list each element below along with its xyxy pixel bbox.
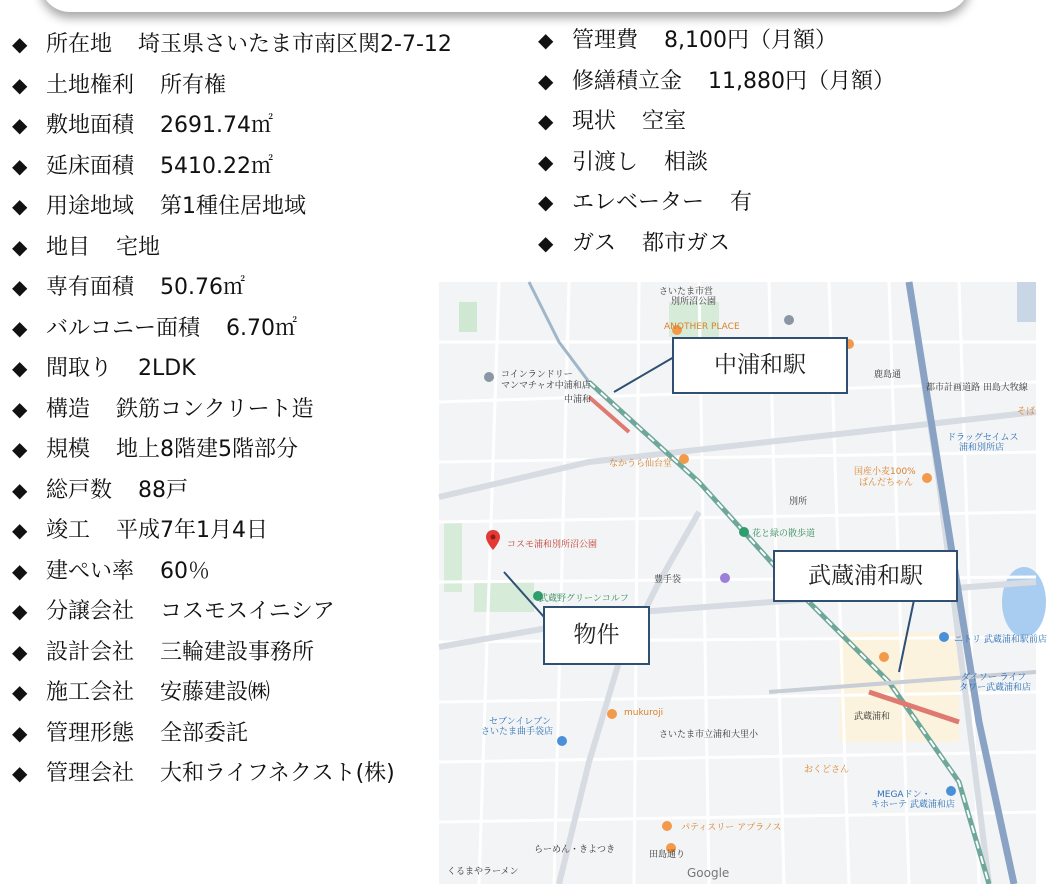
diamond-bullet-icon: ◆: [12, 153, 28, 178]
detail-row: [12, 110, 273, 140]
map-label: 浦和別所店: [959, 443, 1005, 453]
diamond-bullet-icon: ◆: [12, 437, 28, 461]
detail-row: [538, 147, 708, 177]
callout-naka-urawa-station: 中浦和駅: [672, 337, 848, 394]
map-label: 田島通り: [649, 850, 686, 860]
map-label: ANOTHER PLACE: [664, 322, 740, 332]
map-label: キホーテ 武蔵浦和店: [871, 800, 955, 810]
map-label: 都市計画道路 田島大牧線: [926, 383, 1028, 393]
detail-row: [538, 25, 837, 55]
diamond-bullet-icon: ◆: [12, 396, 28, 421]
detail-row: [12, 758, 395, 788]
detail-value: 60％: [160, 558, 211, 584]
detail-row: [12, 475, 188, 505]
diamond-bullet-icon: ◆: [538, 230, 554, 255]
detail-value: 安藤建設㈱: [160, 680, 271, 705]
detail-value: 2691.74㎡: [160, 113, 273, 138]
detail-label: 管理費: [572, 28, 639, 53]
detail-label: 所在地: [46, 32, 113, 57]
diamond-bullet-icon: ◆: [538, 28, 554, 52]
detail-label: 建ぺい率: [46, 558, 135, 584]
diamond-bullet-icon: ◆: [538, 149, 554, 174]
diamond-bullet-icon: ◆: [12, 599, 28, 623]
map-label: 別所沼公園: [671, 297, 717, 307]
detail-row: [538, 66, 895, 96]
detail-value: 空室: [642, 109, 687, 134]
detail-label: 管理形態: [46, 720, 135, 746]
map-label: 国産小麦100%: [854, 467, 916, 477]
detail-label: ガス: [572, 230, 617, 256]
map-label: くるまやラーメン: [447, 867, 519, 877]
detail-value: 88戸: [138, 477, 189, 503]
detail-label: 構造: [46, 396, 91, 422]
detail-label: 施工会社: [46, 680, 135, 705]
detail-row: [12, 232, 160, 262]
detail-value: 所有権: [160, 72, 227, 98]
top-banner-edge: [40, 0, 970, 12]
detail-value: 地上8階建5階部分: [116, 437, 299, 462]
map-label: タワー武蔵浦和店: [959, 683, 1032, 693]
detail-label: 土地権利: [46, 72, 135, 98]
map-label: さいたま市営: [659, 287, 714, 297]
google-logo: Google: [687, 866, 730, 880]
detail-row: [538, 228, 730, 258]
diamond-bullet-icon: ◆: [12, 275, 28, 299]
map-label: コスモ浦和別所沼公園: [507, 540, 598, 550]
detail-value: 平成7年1月4日: [116, 518, 269, 543]
map-label: 武蔵浦和: [854, 712, 891, 722]
detail-label: 総戸数: [46, 477, 113, 503]
diamond-bullet-icon: ◆: [12, 558, 28, 583]
map-label: さいたま曲手袋店: [481, 727, 554, 737]
detail-value: 50.76㎡: [160, 275, 245, 300]
detail-row: [12, 151, 273, 181]
detail-row: [12, 313, 297, 343]
detail-label: 専有面積: [46, 275, 135, 300]
detail-row: [12, 677, 270, 707]
map-label: ぱんだちゃん: [859, 478, 914, 488]
detail-row: [538, 106, 686, 136]
map-label: そば: [1017, 407, 1036, 417]
detail-label: 現状: [572, 109, 617, 134]
map-label: ドラッグセイムス: [947, 433, 1019, 443]
map-label: 別所: [789, 497, 808, 507]
diamond-bullet-icon: ◆: [12, 32, 28, 56]
map-label: 花と緑の散歩道: [752, 529, 816, 539]
detail-value: 大和ライフネクスト(株): [160, 761, 395, 786]
detail-label: 修繕積立金: [572, 68, 683, 94]
detail-value: 宅地: [116, 234, 161, 260]
diamond-bullet-icon: ◆: [12, 680, 28, 704]
detail-row: [12, 353, 196, 383]
map-label: mukuroji: [624, 708, 664, 718]
detail-label: 敷地面積: [46, 113, 135, 138]
detail-label: 地目: [46, 234, 91, 260]
detail-row: [12, 191, 306, 221]
detail-value: 6.70㎡: [226, 315, 298, 341]
map-label: ニトリ 武蔵浦和駅前店: [954, 635, 1047, 645]
detail-value: 三輪建設事務所: [160, 639, 315, 665]
detail-label: 分譲会社: [46, 599, 135, 624]
diamond-bullet-icon: ◆: [12, 639, 28, 664]
diamond-bullet-icon: ◆: [538, 109, 554, 133]
detail-value: 有: [730, 190, 753, 215]
detail-value: コスモスイニシア: [160, 599, 335, 624]
diamond-bullet-icon: ◆: [12, 518, 28, 542]
detail-label: 引渡し: [572, 149, 639, 175]
diamond-bullet-icon: ◆: [12, 761, 28, 785]
detail-value: 全部委託: [160, 720, 249, 746]
detail-row: [12, 394, 314, 424]
map-label: セブンイレブン: [489, 717, 551, 727]
detail-label: 管理会社: [46, 761, 135, 786]
map-label: パティスリー アプラノス: [681, 823, 782, 833]
map-label: なかうら仙台堂: [609, 459, 673, 469]
detail-value: 第1種住居地域: [160, 194, 307, 219]
detail-row: [12, 272, 245, 302]
diamond-bullet-icon: ◆: [538, 68, 554, 93]
detail-row: [12, 434, 298, 464]
map-label: おくどさん: [804, 765, 850, 775]
map-label: ダイソー ライフ: [961, 673, 1027, 683]
detail-value: 11,880円（月額）: [708, 68, 895, 94]
map-label: 豊手袋: [654, 575, 682, 585]
diamond-bullet-icon: ◆: [12, 356, 28, 380]
detail-label: 間取り: [46, 356, 113, 381]
map-label: MEGAドン・: [877, 790, 931, 800]
diamond-bullet-icon: ◆: [12, 113, 28, 137]
callout-musashi-urawa-station: 武蔵浦和駅: [773, 550, 958, 602]
map-label: 中浦和: [564, 395, 592, 405]
detail-label: バルコニー面積: [46, 315, 201, 341]
callout-property: 物件: [543, 606, 650, 665]
detail-value: 埼玉県さいたま市南区関2-7-12: [138, 32, 452, 57]
location-pin-icon[interactable]: [486, 530, 500, 550]
detail-row: [12, 637, 314, 667]
diamond-bullet-icon: ◆: [12, 234, 28, 259]
detail-value: 相談: [664, 149, 709, 175]
detail-value: 8,100円（月額）: [664, 28, 837, 53]
map-label: 武蔵野グリーンコルフ: [539, 594, 629, 604]
detail-label: 竣工: [46, 518, 91, 543]
diamond-bullet-icon: ◆: [12, 720, 28, 745]
detail-row: [12, 596, 335, 626]
detail-row: [12, 70, 226, 100]
map-label: 鹿島通: [874, 370, 902, 380]
detail-value: 都市ガス: [642, 230, 731, 256]
detail-row: [12, 718, 248, 748]
detail-row: [12, 515, 268, 545]
detail-row: [12, 29, 452, 59]
detail-value: 2LDK: [138, 356, 196, 381]
detail-row: [12, 556, 210, 586]
detail-label: 設計会社: [46, 639, 135, 665]
location-map[interactable]: [439, 282, 1047, 884]
detail-label: 用途地域: [46, 194, 135, 219]
diamond-bullet-icon: ◆: [12, 72, 28, 97]
map-label: コインランドリー: [501, 370, 573, 380]
map-label: マンマチャオ中浦和店: [501, 381, 591, 391]
detail-label: 延床面積: [46, 153, 135, 179]
diamond-bullet-icon: ◆: [12, 477, 28, 502]
diamond-bullet-icon: ◆: [538, 190, 554, 214]
detail-value: 鉄筋コンクリート造: [116, 396, 314, 422]
map-label: らーめん・きよつき: [534, 845, 616, 855]
detail-label: エレベーター: [572, 190, 705, 215]
detail-row: [538, 187, 752, 217]
detail-label: 規模: [46, 437, 91, 462]
map-label: さいたま市立浦和大里小: [659, 730, 759, 740]
detail-value: 5410.22㎡: [160, 153, 273, 179]
diamond-bullet-icon: ◆: [12, 315, 28, 340]
diamond-bullet-icon: ◆: [12, 194, 28, 218]
